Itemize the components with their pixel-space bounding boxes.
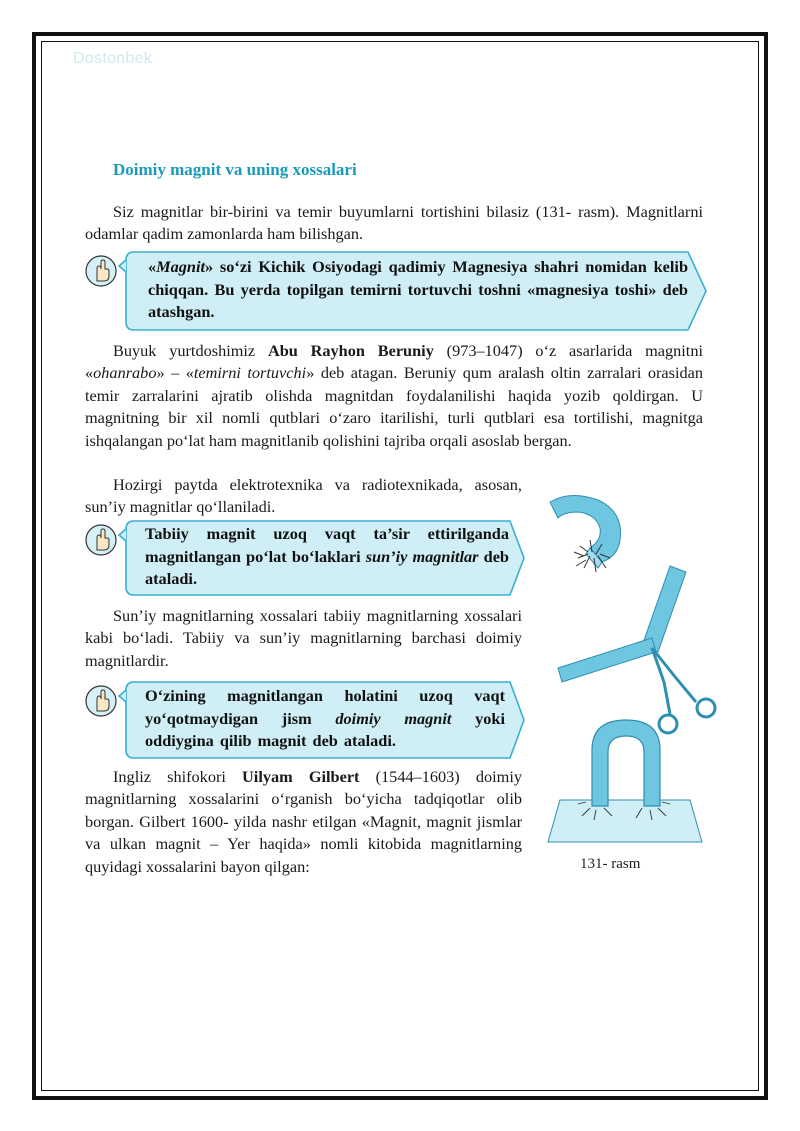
text: Ingliz shifokori [113, 767, 243, 786]
text: » deb atagan. Beruniy qum aralash oltin zarralari orasidan temir zarralarini ajratib olishda magnitdan foydalanilishi haqida yozib qoldirgan. U magnitning bir xil nomli qutblari o‘zaro itarilishi, turli qutblari esa tortilishi, magnitga ishqalangan po‘lat ham magnitlanib qolishini tajriba orqali asoslab bergan. [85, 363, 704, 450]
callout-text: O‘zining magnitlangan holatini uzoq vaqt yo‘qotmaydigan jism [145, 686, 505, 728]
quote-close: » [205, 257, 214, 276]
paragraph-gilbert [85, 766, 522, 878]
text: (973–1047) o‘z asarlarida magnitni « [85, 341, 703, 383]
text: (1544–1603) doimiy magnitlarning xossalarini o‘rganish bo‘yicha tadqiqotlar olib borgan. Gilbert 1600- yilda nashr etilgan «Magnit, magnit jismlar va ulkan magnit – Yer haqida» nomli kitobida magnitlarning quyidagi xossalarini bayon qilgan: [85, 767, 523, 876]
callout-term: Magnit [156, 257, 206, 276]
callout-term: sun’iy magnitlar [365, 546, 479, 566]
figure-caption: 131- rasm [580, 856, 641, 872]
term: temirni tortuvchi [193, 363, 307, 383]
callout-text: Tabiiy magnit uzoq vaqt ta’sir ettirilganda magnitlangan po‘lat bo‘laklari [145, 524, 509, 566]
paragraph-properties [85, 605, 522, 672]
callout-text: deb ataladi. [145, 546, 509, 588]
hand-point-icon [84, 254, 118, 293]
quote-open: « [148, 257, 157, 276]
paragraph-text: Sun’iy magnitlarning xossalari tabiiy magnitlarning xossalari kabi bo‘ladi. Tabiiy va sun’iy magnitlarning barchasi doimiy magnitlardir. [85, 606, 522, 670]
text: » – « [156, 363, 194, 383]
callout-term: doimiy magnit [335, 708, 452, 728]
text: Buyuk yurtdoshimiz [113, 341, 268, 360]
person-name: Abu Rayhon Beruniy [267, 341, 434, 360]
callout-magnit-origin [82, 250, 710, 332]
horseshoe-magnet-filings [550, 495, 621, 572]
hand-point-icon [84, 523, 118, 562]
bar-magnet-scissors [558, 566, 715, 733]
watermark: Dostonbek [73, 50, 153, 67]
paragraph-text: Hozirgi paytda elektrotexnika va radiotexnikada, asosan, sun’iy magnitlar qo‘llaniladi. [85, 475, 522, 517]
paragraph-modern [85, 474, 522, 519]
section-heading: Doimiy magnit va uning xossalari [113, 160, 357, 179]
term: ohanrabo [93, 363, 157, 383]
paragraph-beruniy [85, 340, 703, 452]
person-name: Uilyam Gilbert [242, 767, 360, 786]
paragraph-intro [85, 201, 703, 246]
callout-permanent-magnet [82, 680, 528, 760]
hand-point-icon [84, 684, 118, 723]
u-magnet-on-plate [548, 720, 702, 842]
callout-text: yoki oddiygina qilib magnit deb ataladi. [145, 708, 505, 750]
figure-131 [540, 482, 720, 852]
callout-text: so‘zi Kichik Osiyodagi qadimiy Magnesiya shahri nomidan kelib chiqqan. Bu yerda topilgan temirni tortuvchi toshni «magnesiya toshi» deb atashgan. [148, 257, 688, 321]
paragraph-intro-text: Siz magnitlar bir-birini va temir buyumlarni tortishini bilasiz (131- rasm). Magnitlarni odamlar qadim zamonlarda ham bilishgan. [85, 202, 703, 244]
figure-131-illustration [540, 482, 720, 852]
callout-artificial-magnets [82, 519, 528, 597]
